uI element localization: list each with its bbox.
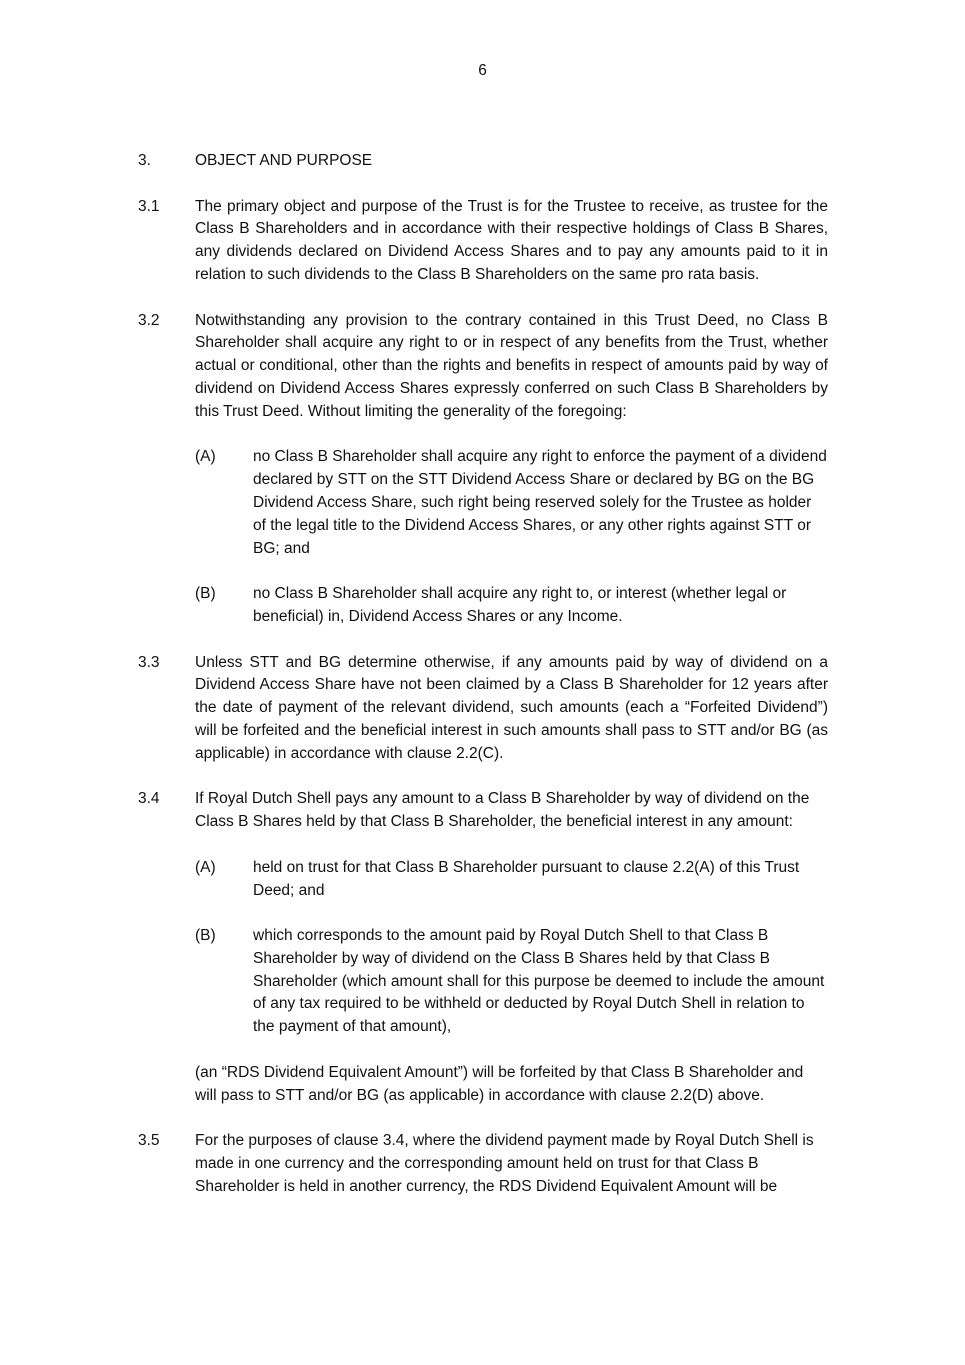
clause-text: If Royal Dutch Shell pays any amount to a Class B Shareholder by way of dividend on the Class B Shares held by that Class B Shareholder, the beneficial interest in any amount: [195,790,810,831]
section-number: 3. [138,152,151,169]
clause-text: For the purposes of clause 3.4, where the dividend payment made by Royal Dutch Shell is made in one currency and the corresponding amount held on trust for that Class B Shareholder is held in another currency, the RDS Dividend Equivalent Amount will be [195,1132,814,1195]
clause-3-5 [138,1130,828,1198]
clause-3-2 [138,310,828,629]
subclause-a [195,446,828,560]
subclause-label: (B) [195,585,216,603]
clause-text: The primary object and purpose of the Trust is for the Trustee to receive, as trustee for the Class B Shareholders and in accordance with their respective holdings of Class B Shares, any dividends declared on Dividend Access Shares and to pay any amounts paid to it in relation to such dividends to the Class B Shareholders on the same pro rata basis. [195,197,828,283]
clause-closing-text: (an “RDS Dividend Equivalent Amount”) will be forfeited by that Class B Shareholder and will pass to STT and/or BG (as applicable) in accordance with clause 2.2(D) above. [195,1063,804,1104]
section-title: OBJECT AND PURPOSE [195,152,373,169]
clause-number: 3.4 [138,790,160,808]
subclause-label: (A) [195,858,216,876]
clause-number: 3.2 [138,311,160,329]
clause-number: 3.5 [138,1132,160,1150]
section-heading [138,150,828,173]
subclause-text: no Class B Shareholder shall acquire any right to, or interest (whether legal or beneficial) in, Dividend Access Shares or any Income. [253,585,787,625]
clause-text: Unless STT and BG determine otherwise, if any amounts paid by way of dividend on a Dividend Access Share have not been claimed by a Class B Shareholder for 12 years after the date of payment of the relevant dividend, such amounts (each a “Forfeited Dividend”) will be forfeited and the beneficial interest in such amounts shall pass to STT and/or BG (as applicable) in accordance with clause 2.2(C). [195,653,828,762]
clause-text: Notwithstanding any provision to the contrary contained in this Trust Deed, no Class B Shareholder shall acquire any right to or in respect of any benefits from the Trust, whether actual or conditional, other than the rights and benefits in respect of amounts paid by way of dividend on Dividend Access Shares expressly conferred on such Class B Shareholders by this Trust Deed. Without limiting the generality of the foregoing: [195,311,828,420]
clause-3-1 [138,196,828,287]
clause-3-3 [138,652,828,766]
clause-3-4 [138,788,828,1107]
subclause-label: (B) [195,927,216,945]
subclause-b [195,583,828,629]
subclause-a [195,857,828,903]
document-body [138,150,828,1221]
subclause-text: no Class B Shareholder shall acquire any right to enforce the payment of a dividend declared by STT on the STT Dividend Access Share or declared by BG on the BG Dividend Access Share, such right being reserved solely for the Trustee as holder of the legal title to the Dividend Access Shares, or any other rights against STT or BG; and [253,448,827,557]
subclause-text: held on trust for that Class B Shareholder pursuant to clause 2.2(A) of this Trust Deed; and [253,858,800,899]
page-number: 6 [478,62,487,79]
subclause-text: which corresponds to the amount paid by Royal Dutch Shell to that Class B Shareholder by way of dividend on the Class B Shares held by that Class B Shareholder (which amount shall for this purpose be deemed to include the amount of any tax required to be withheld or deducted by Royal Dutch Shell in relation to the payment of that amount), [253,927,825,1036]
subclause-b [195,925,828,1039]
subclause-label: (A) [195,448,216,466]
clause-number: 3.1 [138,197,160,215]
clause-number: 3.3 [138,653,160,671]
